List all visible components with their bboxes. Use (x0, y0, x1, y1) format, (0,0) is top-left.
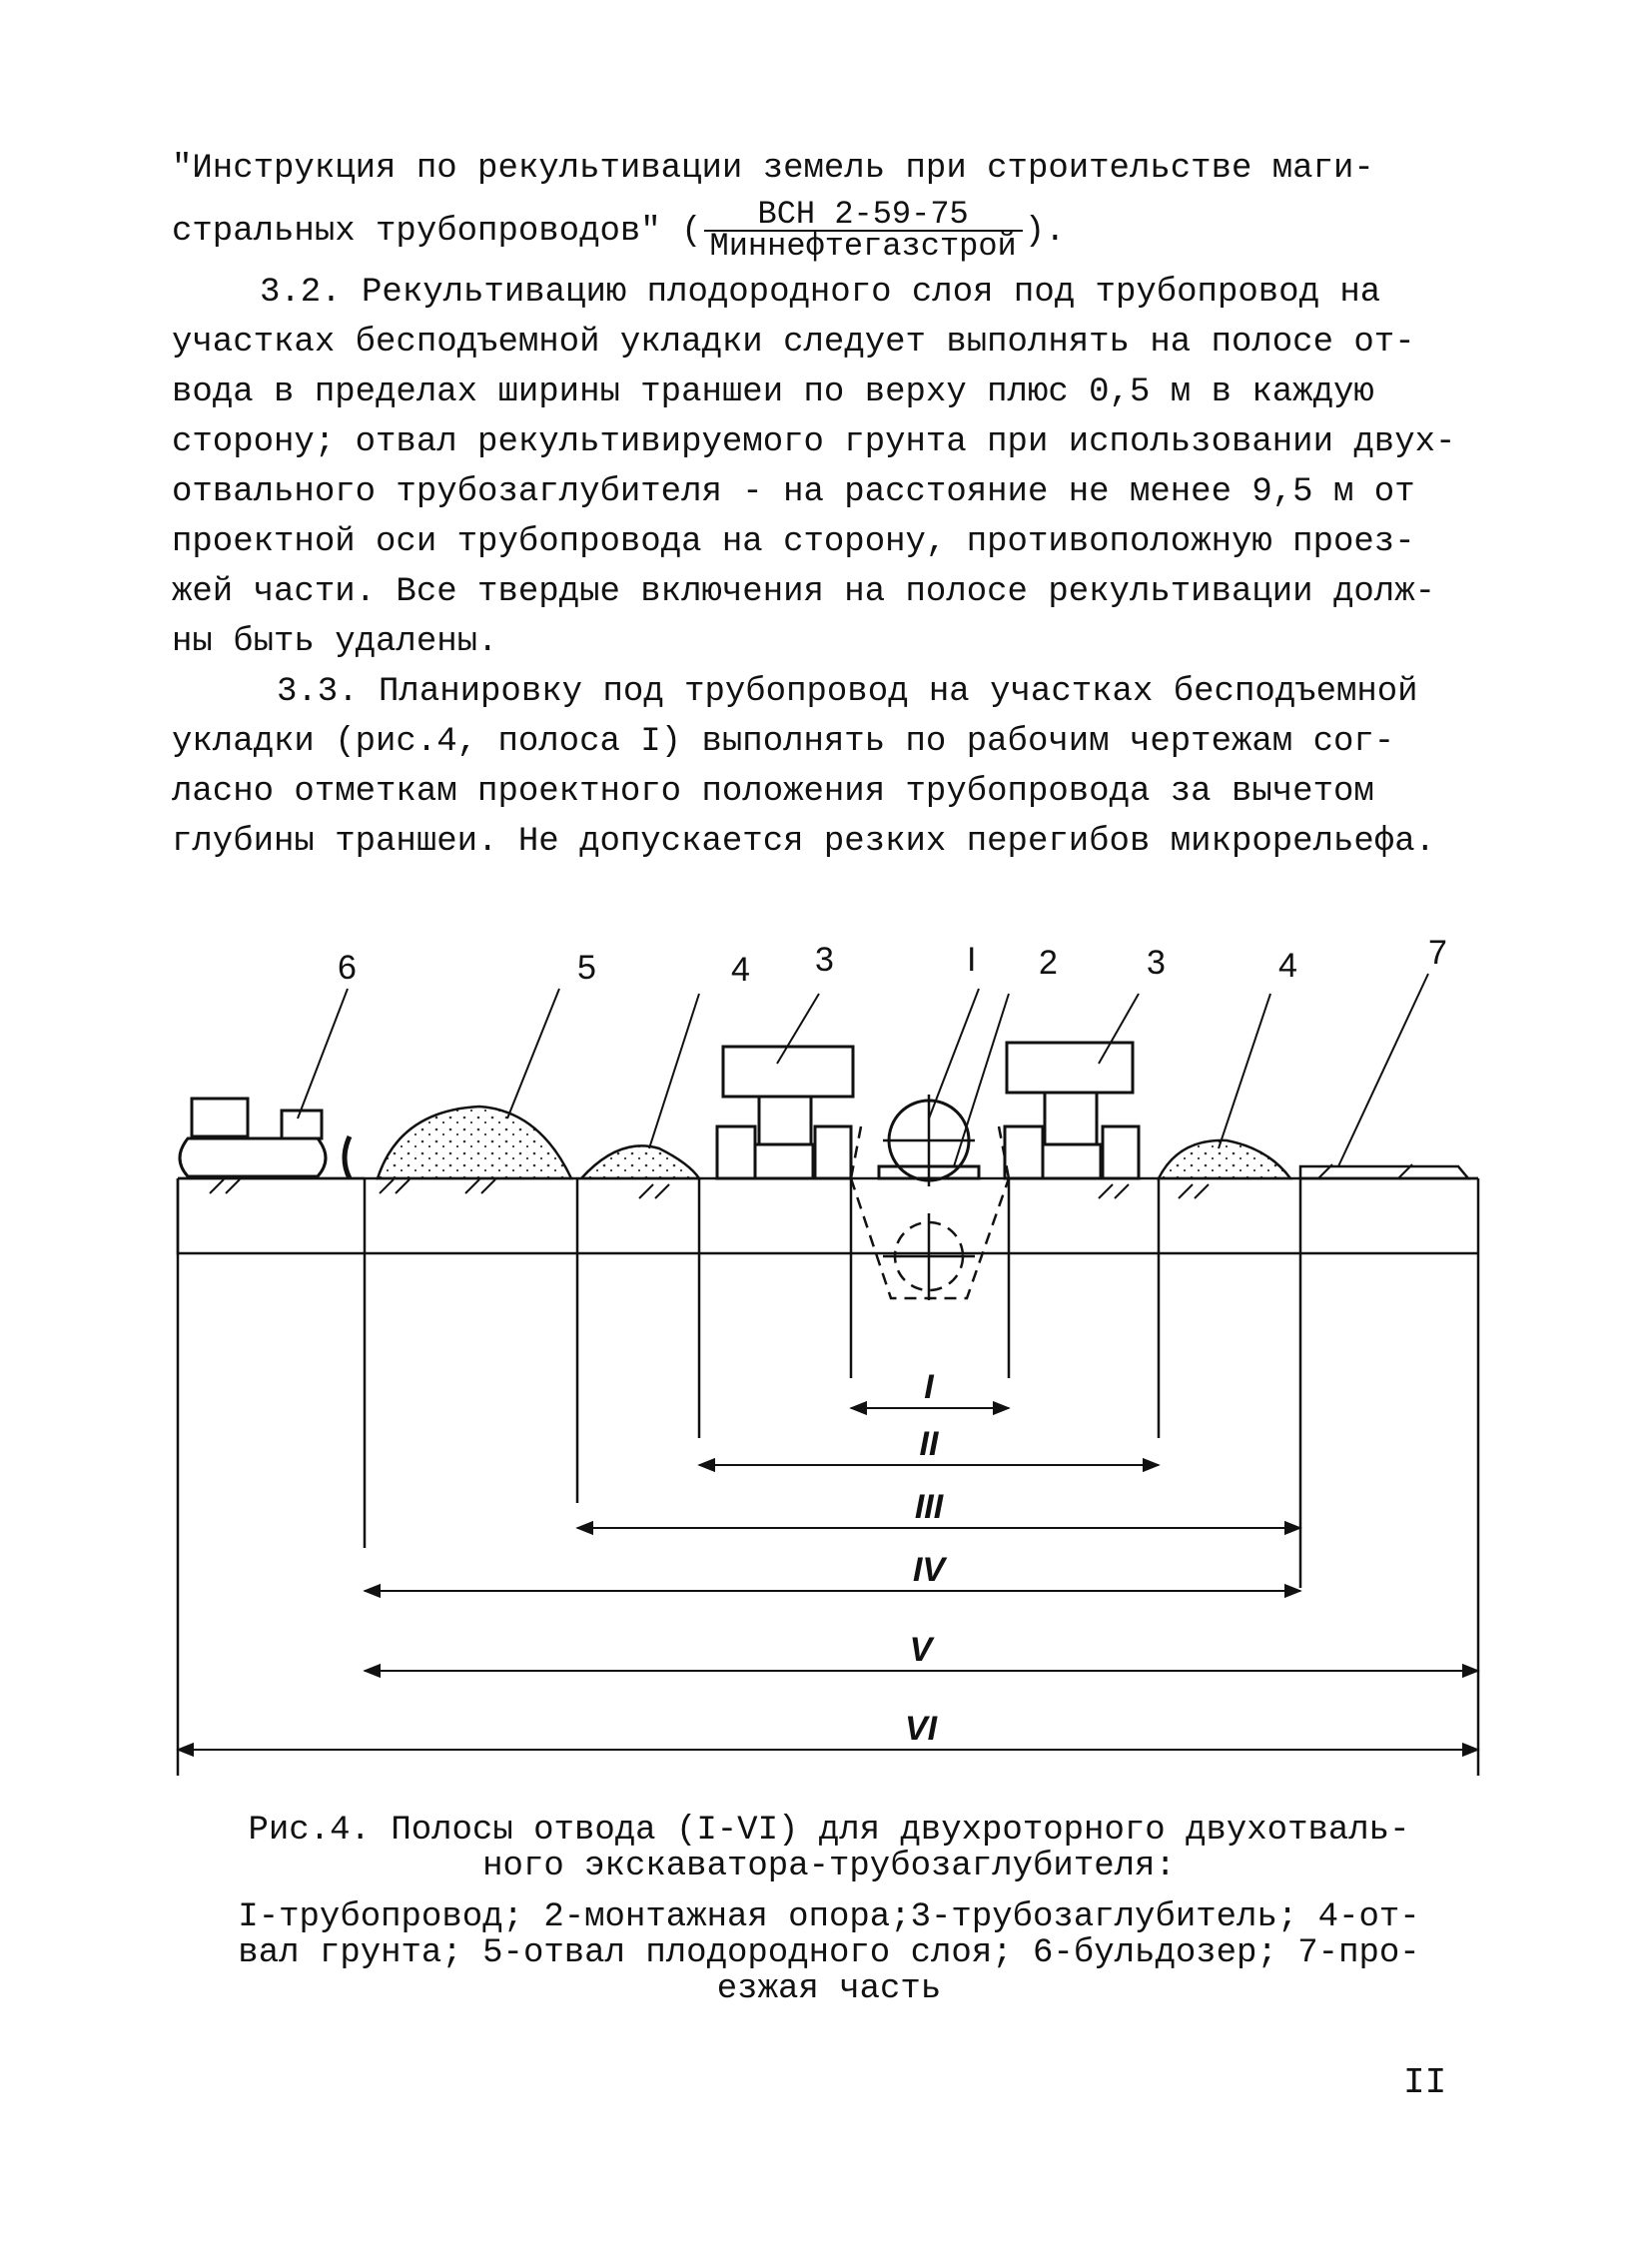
paragraph-line: глубины траншеи. Не допускается резких перегибов микрорельефа. (172, 823, 1436, 861)
ground-profile (178, 1178, 1478, 1776)
callout-label: 3 (1147, 944, 1166, 982)
legend-line: I-трубопровод; 2-монтажная опора;3-трубозаглубитель; 4-от- (238, 1898, 1420, 1936)
pipe-trencher-right (1005, 1043, 1139, 1178)
intro-line-2-start: стральных трубопроводов" ( (172, 212, 702, 251)
fertile-layer-heap (378, 1107, 571, 1178)
callout-labels (338, 934, 1447, 989)
paragraph-line: ласно отметкам проектного положения трубопровода за вычетом (172, 773, 1374, 811)
regulation-fraction (704, 196, 1023, 265)
legend-line: езжая часть (716, 1970, 942, 2008)
paragraph-line: участках бесподъемной укладки следует выполнять на полосе от- (172, 324, 1415, 362)
paragraph-line: отвального трубозаглубителя - на расстояние не менее 9,5 м от (172, 473, 1415, 511)
page-number: II (1403, 2062, 1447, 2103)
pipe-trencher-left (717, 1047, 853, 1178)
right-of-way-diagram (150, 919, 1498, 1798)
paragraph-line: укладки (рис.4, полоса I) выполнять по рабочим чертежам сог- (172, 723, 1395, 761)
zone-labels (905, 1368, 948, 1748)
callout-label: 7 (1428, 934, 1447, 972)
lowered-pipe-axis (883, 1213, 975, 1300)
intro-line-2 (172, 196, 1066, 265)
soil-heap-right (1159, 1140, 1290, 1178)
paragraph-line: проектной оси трубопровода на сторону, противоположную проез- (172, 523, 1415, 561)
zone-label: I (924, 1368, 934, 1406)
zone-label: VI (904, 1710, 938, 1748)
legend-line: вал грунта; 5-отвал плодородного слоя; 6-бульдозер; 7-про- (238, 1934, 1420, 1972)
paragraph-3-3 (172, 667, 1460, 867)
zone-label: V (909, 1631, 933, 1669)
regulation-ministry: Миннефтегазстрой (709, 228, 1017, 265)
paragraph-line: сторону; отвал рекультивируемого грунта при использовании двух- (172, 423, 1456, 461)
paragraph-line: ны быть удалены. (172, 623, 498, 661)
callout-label: 4 (731, 951, 750, 989)
callout-label: 6 (338, 949, 357, 987)
zone-label: II (919, 1425, 939, 1463)
bulldozer (180, 1099, 350, 1178)
paragraph-line: 3.2. Рекультивацию плодородного слоя под трубопровод на (260, 274, 1381, 312)
callout-label: 4 (1278, 947, 1297, 985)
pipeline-on-support (879, 1095, 979, 1186)
zone-label: IV (912, 1551, 946, 1589)
figure-caption (180, 1813, 1478, 1884)
figure-legend (180, 1899, 1478, 2007)
caption-title-line: ного экскаватора-трубозаглубителя: (482, 1848, 1176, 1885)
callout-label: 2 (1039, 944, 1058, 982)
soil-heap-left (581, 1145, 699, 1178)
paragraph-3-2 (172, 268, 1460, 667)
paragraph-line: вода в пределах ширины траншеи по верху плюс 0,5 м в каждую (172, 374, 1374, 411)
callout-label: I (967, 941, 977, 979)
paragraph-line: 3.3. Планировку под трубопровод на участках бесподъемной (277, 673, 1418, 711)
callout-label: 3 (815, 941, 834, 979)
zone-label: III (914, 1488, 944, 1526)
intro-line-2-end: ). (1024, 212, 1066, 251)
caption-title-line: Рис.4. Полосы отвода (I-VI) для двухроторного двухотваль- (248, 1812, 1410, 1850)
dimension-lines (178, 1408, 1478, 1750)
callout-label: 5 (577, 949, 596, 987)
intro-line-1: "Инструкция по рекультивации земель при строительстве маги- (172, 150, 1374, 188)
paragraph-line: жей части. Все твердые включения на полосе рекультивации долж- (172, 573, 1436, 611)
regulation-code: ВСН 2-59-75 (704, 200, 1023, 232)
